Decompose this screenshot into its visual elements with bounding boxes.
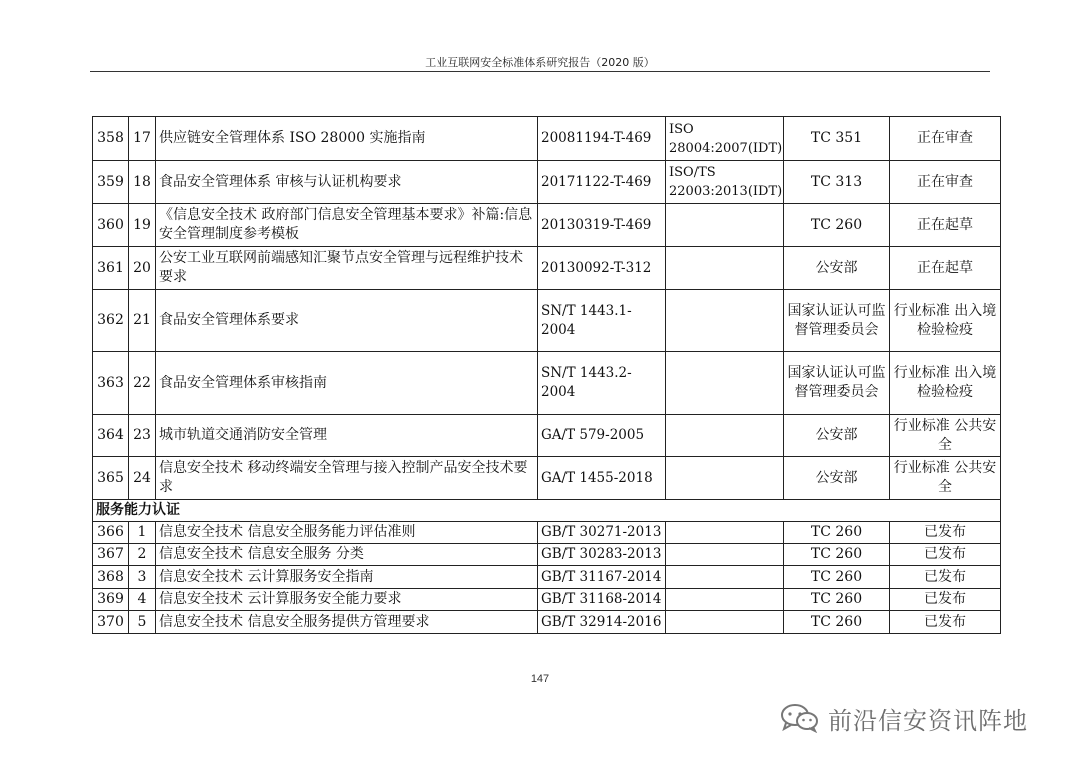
watermark xyxy=(780,700,1028,736)
row-sub-index: 2 xyxy=(129,544,156,566)
responsible-org: TC 260 xyxy=(784,544,890,566)
table-row xyxy=(93,290,1001,352)
standard-code: GB/T 30283-2013 xyxy=(538,544,666,566)
standard-name: 信息安全技术 移动终端安全管理与接入控制产品安全技术要求 xyxy=(156,457,538,500)
adoption-ref xyxy=(666,522,784,544)
table-row xyxy=(93,589,1001,611)
responsible-org: TC 313 xyxy=(784,161,890,204)
row-sub-index: 3 xyxy=(129,566,156,589)
adoption-ref xyxy=(666,611,784,634)
standard-name: 城市轨道交通消防安全管理 xyxy=(156,415,538,457)
standards-table xyxy=(92,116,1001,634)
table-row xyxy=(93,566,1001,589)
watermark-text: 前沿信安资讯阵地 xyxy=(828,706,1028,735)
row-sub-index: 4 xyxy=(129,589,156,611)
status: 行业标准 公共安全 xyxy=(890,415,1001,457)
status: 正在起草 xyxy=(890,204,1001,247)
row-sub-index: 24 xyxy=(129,457,156,500)
standard-code: GB/T 31167-2014 xyxy=(538,566,666,589)
row-index: 369 xyxy=(93,589,129,611)
section-title: 服务能力认证 xyxy=(93,500,1001,522)
table-row xyxy=(93,161,1001,204)
header-divider xyxy=(90,71,990,72)
page-number: 147 xyxy=(530,673,550,685)
standard-code: 20130319-T-469 xyxy=(538,204,666,247)
row-sub-index: 5 xyxy=(129,611,156,634)
responsible-org: 国家认证认可监督管理委员会 xyxy=(784,352,890,415)
responsible-org: TC 260 xyxy=(784,589,890,611)
responsible-org: 公安部 xyxy=(784,457,890,500)
standard-name: 食品安全管理体系审核指南 xyxy=(156,352,538,415)
standard-code: 20081194-T-469 xyxy=(538,117,666,161)
standard-code: GA/T 579-2005 xyxy=(538,415,666,457)
responsible-org: 公安部 xyxy=(784,415,890,457)
table-row xyxy=(93,117,1001,161)
standard-name: 食品安全管理体系 审核与认证机构要求 xyxy=(156,161,538,204)
adoption-ref xyxy=(666,589,784,611)
row-index: 362 xyxy=(93,290,129,352)
adoption-ref xyxy=(666,352,784,415)
standard-code: GB/T 32914-2016 xyxy=(538,611,666,634)
table-row xyxy=(93,204,1001,247)
table-row xyxy=(93,457,1001,500)
standard-name: 信息安全技术 信息安全服务能力评估准则 xyxy=(156,522,538,544)
standard-code: 20130092-T-312 xyxy=(538,247,666,290)
status: 行业标准 公共安全 xyxy=(890,457,1001,500)
row-index: 358 xyxy=(93,117,129,161)
standard-code: SN/T 1443.1-2004 xyxy=(538,290,666,352)
row-sub-index: 20 xyxy=(129,247,156,290)
adoption-ref: ISO/TS 22003:2013(IDT) xyxy=(666,161,784,204)
adoption-ref xyxy=(666,566,784,589)
row-index: 366 xyxy=(93,522,129,544)
adoption-ref xyxy=(666,290,784,352)
table-row xyxy=(93,522,1001,544)
row-sub-index: 17 xyxy=(129,117,156,161)
standard-code: GB/T 31168-2014 xyxy=(538,589,666,611)
table-row xyxy=(93,544,1001,566)
section-row xyxy=(93,500,1001,522)
status: 正在起草 xyxy=(890,247,1001,290)
status: 已发布 xyxy=(890,611,1001,634)
wechat-icon xyxy=(780,703,820,733)
adoption-ref xyxy=(666,457,784,500)
row-index: 370 xyxy=(93,611,129,634)
standard-name: 信息安全技术 信息安全服务 分类 xyxy=(156,544,538,566)
standard-name: 食品安全管理体系要求 xyxy=(156,290,538,352)
standard-code: GA/T 1455-2018 xyxy=(538,457,666,500)
status: 已发布 xyxy=(890,522,1001,544)
adoption-ref xyxy=(666,415,784,457)
table-row xyxy=(93,415,1001,457)
row-index: 363 xyxy=(93,352,129,415)
responsible-org: TC 260 xyxy=(784,566,890,589)
responsible-org: 公安部 xyxy=(784,247,890,290)
status: 正在审查 xyxy=(890,117,1001,161)
standard-name: 公安工业互联网前端感知汇聚节点安全管理与远程维护技术要求 xyxy=(156,247,538,290)
row-sub-index: 1 xyxy=(129,522,156,544)
row-sub-index: 23 xyxy=(129,415,156,457)
row-sub-index: 21 xyxy=(129,290,156,352)
standard-name: 信息安全技术 云计算服务安全能力要求 xyxy=(156,589,538,611)
standard-name: 信息安全技术 云计算服务安全指南 xyxy=(156,566,538,589)
adoption-ref: ISO 28004:2007(IDT) xyxy=(666,117,784,161)
standard-name: 供应链安全管理体系 ISO 28000 实施指南 xyxy=(156,117,538,161)
table-row xyxy=(93,247,1001,290)
row-index: 360 xyxy=(93,204,129,247)
page-header: 工业互联网安全标准体系研究报告（2020 版） xyxy=(425,56,655,69)
responsible-org: TC 351 xyxy=(784,117,890,161)
status: 已发布 xyxy=(890,544,1001,566)
row-sub-index: 18 xyxy=(129,161,156,204)
adoption-ref xyxy=(666,204,784,247)
status: 行业标准 出入境检验检疫 xyxy=(890,290,1001,352)
status: 正在审查 xyxy=(890,161,1001,204)
standard-name: 《信息安全技术 政府部门信息安全管理基本要求》补篇:信息安全管理制度参考模板 xyxy=(156,204,538,247)
row-index: 361 xyxy=(93,247,129,290)
status: 已发布 xyxy=(890,566,1001,589)
responsible-org: TC 260 xyxy=(784,522,890,544)
row-sub-index: 19 xyxy=(129,204,156,247)
responsible-org: TC 260 xyxy=(784,611,890,634)
row-index: 368 xyxy=(93,566,129,589)
adoption-ref xyxy=(666,544,784,566)
row-index: 364 xyxy=(93,415,129,457)
standard-code: SN/T 1443.2-2004 xyxy=(538,352,666,415)
standard-code: 20171122-T-469 xyxy=(538,161,666,204)
status: 已发布 xyxy=(890,589,1001,611)
adoption-ref xyxy=(666,247,784,290)
row-index: 359 xyxy=(93,161,129,204)
standard-code: GB/T 30271-2013 xyxy=(538,522,666,544)
row-index: 367 xyxy=(93,544,129,566)
responsible-org: 国家认证认可监督管理委员会 xyxy=(784,290,890,352)
table-row xyxy=(93,611,1001,634)
row-sub-index: 22 xyxy=(129,352,156,415)
status: 行业标准 出入境检验检疫 xyxy=(890,352,1001,415)
table-row xyxy=(93,352,1001,415)
responsible-org: TC 260 xyxy=(784,204,890,247)
standard-name: 信息安全技术 信息安全服务提供方管理要求 xyxy=(156,611,538,634)
row-index: 365 xyxy=(93,457,129,500)
